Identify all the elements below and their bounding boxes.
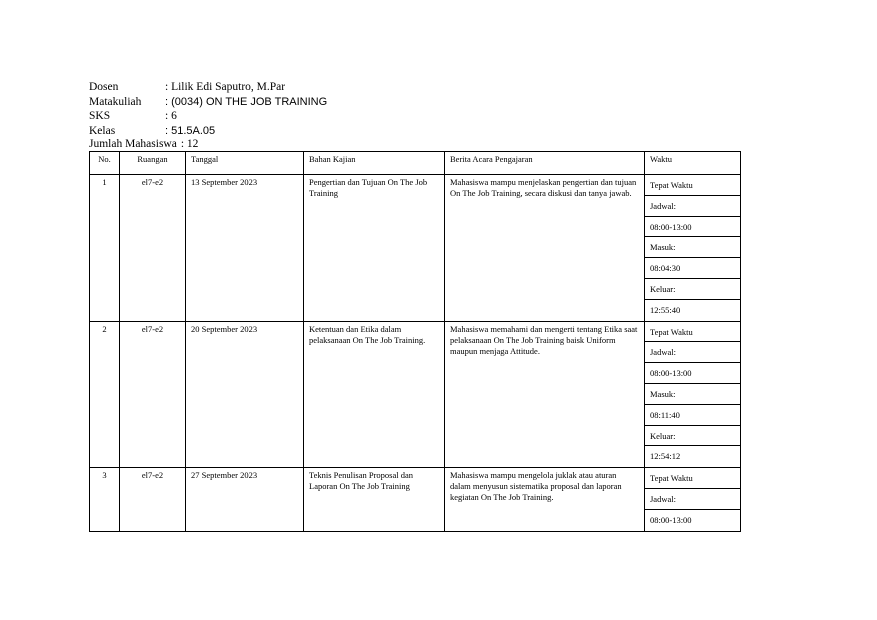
col-header-waktu: Waktu [645, 152, 741, 175]
waktu-masuk-value: 08:04:30 [645, 258, 740, 279]
table-row [90, 175, 741, 322]
waktu-jadwal-label: Jadwal: [645, 342, 740, 363]
matakuliah-label: Matakuliah [89, 95, 142, 108]
waktu-keluar-value: 12:55:40 [650, 304, 681, 315]
cell-berita-acara: Mahasiswa memahami dan mengerti tentang Etika saat pelaksanaan On The Job Training baisk Uniform maupun menjaga Attitude. [445, 321, 645, 468]
matakuliah-value: : (0034) ON THE JOB TRAINING [165, 95, 328, 108]
dosen-row [89, 80, 327, 95]
waktu-jadwal-value: 08:00-13:00 [645, 363, 740, 384]
cell-berita-acara: Mahasiswa mampu mengelola juklak atau aturan dalam menyusun sistematika proposal dan laporan kegiatan On The Job Training. [445, 468, 645, 531]
jumlah-value: : 12 [180, 138, 199, 150]
col-header-no: No. [90, 152, 120, 175]
cell-waktu [645, 175, 741, 322]
col-header-ruangan: Ruangan [120, 152, 186, 175]
cell-no: 1 [90, 175, 120, 322]
kelas-value: : 51.5A.05 [165, 124, 216, 137]
cell-ruangan: el7-e2 [120, 321, 186, 468]
document-header [89, 80, 327, 152]
cell-no: 2 [90, 321, 120, 468]
waktu-jadwal-value: 08:00-13:00 [650, 514, 692, 525]
waktu-keluar-value: 12:54:12 [650, 451, 681, 462]
waktu-masuk-value: 08:11:40 [645, 405, 740, 426]
cell-bahan-kajian: Teknis Penulisan Proposal dan Laporan On The Job Training [304, 468, 445, 531]
waktu-keluar-label: Keluar: [645, 279, 740, 300]
cell-waktu [645, 468, 741, 531]
jumlah-row [89, 137, 327, 152]
table-row [90, 321, 741, 468]
waktu-masuk-label: Masuk: [645, 237, 740, 258]
table-row [90, 468, 741, 531]
cell-ruangan: el7-e2 [120, 175, 186, 322]
cell-waktu [645, 321, 741, 468]
cell-tanggal: 20 September 2023 [186, 321, 304, 468]
col-header-bahan-kajian: Bahan Kajian [304, 152, 445, 175]
waktu-status: Tepat Waktu [645, 468, 740, 489]
waktu-masuk-label: Masuk: [645, 384, 740, 405]
waktu-jadwal-label: Jadwal: [645, 489, 740, 510]
cell-bahan-kajian: Pengertian dan Tujuan On The Job Training [304, 175, 445, 322]
col-header-berita-acara: Berita Acara Pengajaran [445, 152, 645, 175]
waktu-jadwal-label: Jadwal: [645, 196, 740, 217]
attendance-table [89, 151, 741, 532]
waktu-keluar-label: Keluar: [645, 426, 740, 447]
kelas-label: Kelas [89, 124, 116, 137]
dosen-label: Dosen [89, 81, 119, 93]
waktu-status: Tepat Waktu [645, 175, 740, 196]
cell-ruangan: el7-e2 [120, 468, 186, 531]
table-header-row [90, 152, 741, 175]
matakuliah-row [89, 95, 327, 110]
sks-label: SKS [89, 110, 111, 122]
cell-tanggal: 27 September 2023 [186, 468, 304, 531]
waktu-status: Tepat Waktu [645, 322, 740, 343]
kelas-row [89, 124, 327, 139]
cell-berita-acara: Mahasiswa mampu menjelaskan pengertian dan tujuan On The Job Training, secara diskusi dan tanya jawab. [445, 175, 645, 322]
dosen-value: : Lilik Edi Saputro, M.Par [165, 81, 286, 93]
cell-tanggal: 13 September 2023 [186, 175, 304, 322]
sks-value: : 6 [165, 110, 177, 122]
waktu-jadwal-value: 08:00-13:00 [645, 217, 740, 238]
jumlah-label: Jumlah Mahasiswa [89, 138, 177, 150]
col-header-tanggal: Tanggal [186, 152, 304, 175]
cell-no: 3 [90, 468, 120, 531]
sks-row [89, 109, 327, 124]
cell-bahan-kajian: Ketentuan dan Etika dalam pelaksanaan On The Job Training. [304, 321, 445, 468]
